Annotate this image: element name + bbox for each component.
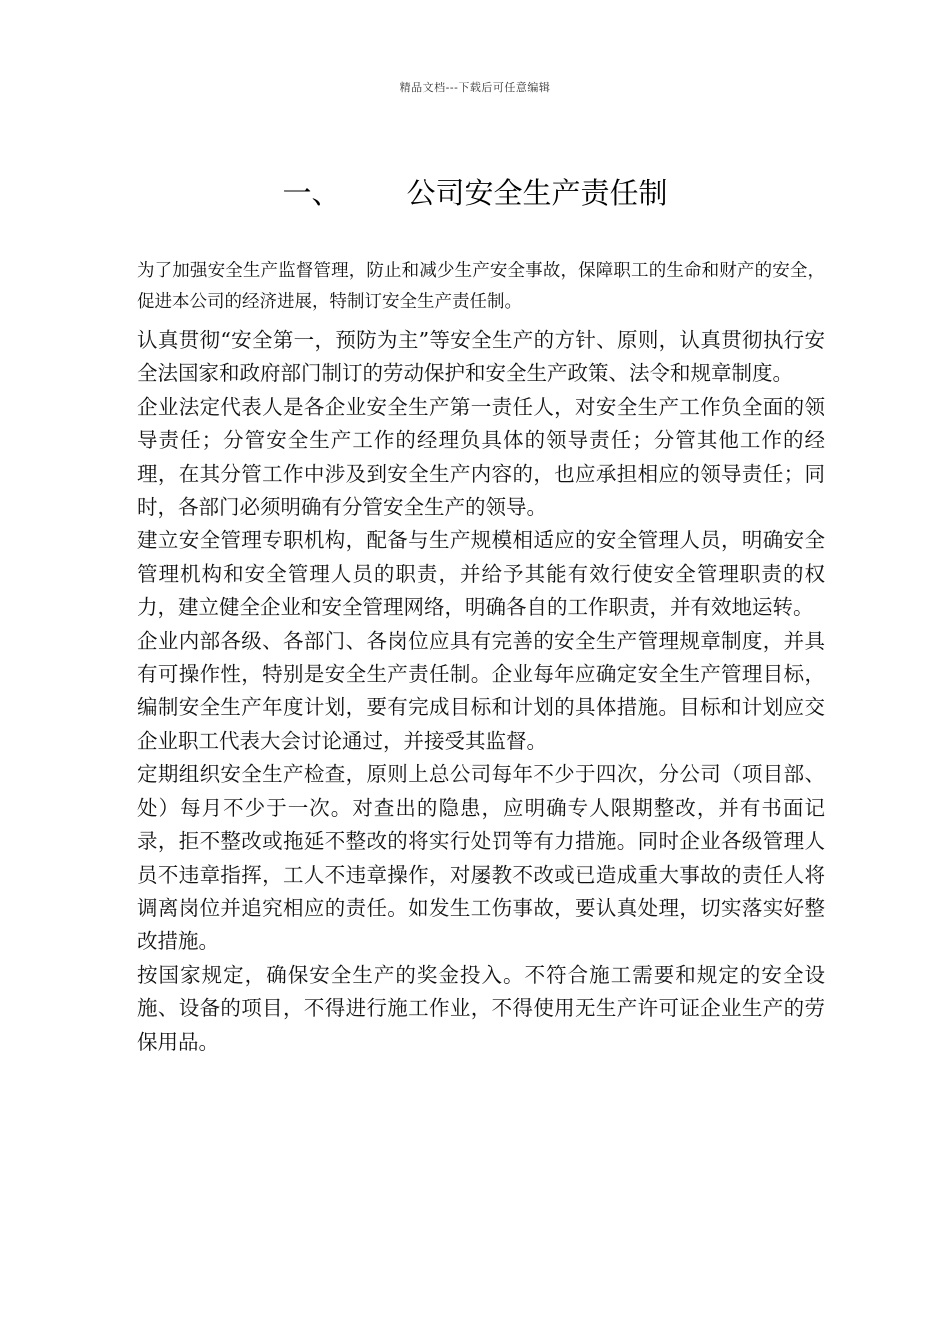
document-body [137,256,825,1059]
page-title [0,171,950,212]
title-number: 一、 [282,176,341,211]
body-paragraph: 建立安全管理专职机构，配备与生产规模相适应的安全管理人员，明确安全管理机构和安全管理人员的职责，并给予其能有效行使安全管理职责的权力，建立健全企业和安全管理网络，明确各自的工作职责，并有效地运转。 [137,528,825,620]
intro-paragraph: 为了加强安全生产监督管理，防止和减少生产安全事故，保障职工的生命和财产的安全，促进本公司的经济进展，特制订安全生产责任制。 [137,261,825,312]
body-paragraph: 认真贯彻“安全第一，预防为主”等安全生产的方针、原则，认真贯彻执行安全法国家和政府部门制订的劳动保护和安全生产政策、法令和规章制度。 [137,328,825,386]
header-note: 精品文档---下载后可任意编辑 [399,81,551,94]
body-paragraph: 按国家规定，确保安全生产的奖金投入。不符合施工需要和规定的安全设施、设备的项目，不得进行施工作业，不得使用无生产许可证企业生产的劳保用品。 [137,962,825,1054]
body-paragraph: 定期组织安全生产检查，原则上总公司每年不少于四次，分公司（项目部、处）每月不少于一次。对查出的隐患，应明确专人限期整改，并有书面记录，拒不整改或拖延不整改的将实行处罚等有力措施。同时企业各级管理人员不违章指挥，工人不违章操作，对屡教不改或已造成重大事故的责任人将调离岗位并追究相应的责任。如发生工伤事故，要认真处理，切实落实好整改措施。 [137,762,825,954]
body-paragraph: 企业法定代表人是各企业安全生产第一责任人，对安全生产工作负全面的领导责任；分管安全生产工作的经理负具体的领导责任；分管其他工作的经理，在其分管工作中涉及到安全生产内容的，也应承担相应的领导责任；同时，各部门必须明确有分管安全生产的领导。 [137,394,825,520]
title-text: 公司安全生产责任制 [406,176,668,211]
body-paragraph: 企业内部各级、各部门、各岗位应具有完善的安全生产管理规章制度，并具有可操作性，特别是安全生产责任制。企业每年应确定安全生产管理目标，编制安全生产年度计划，要有完成目标和计划的具体措施。目标和计划应交企业职工代表大会讨论通过，并接受其监督。 [137,628,825,753]
